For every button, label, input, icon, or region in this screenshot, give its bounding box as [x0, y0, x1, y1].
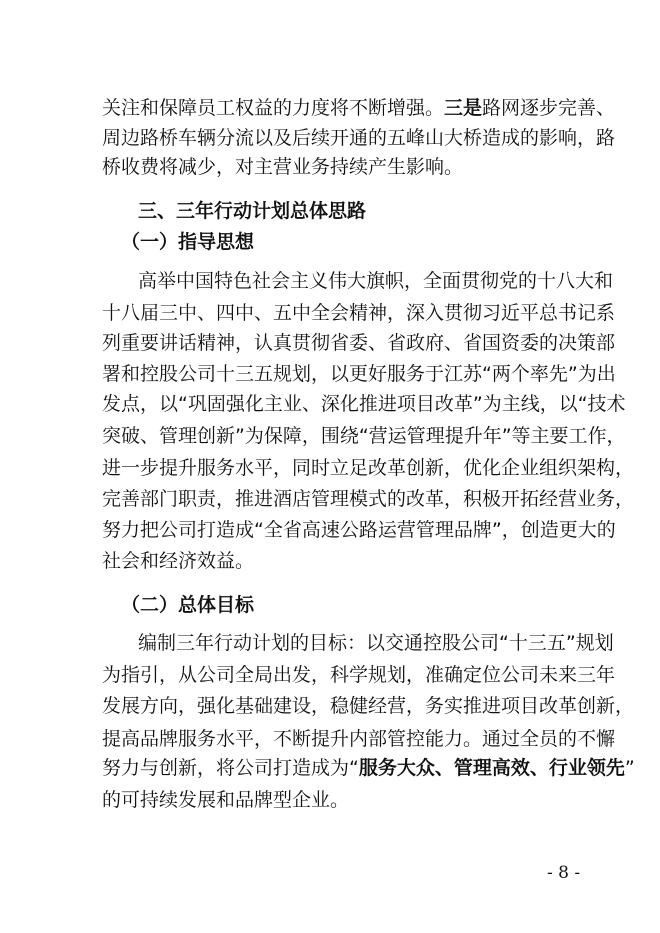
- text-line: [102, 693, 634, 719]
- bold-text-run: 服务大众、管理高效、行业领先: [358, 757, 625, 779]
- text-run: 路网逐步完善、: [482, 97, 616, 119]
- text-line: [138, 198, 366, 224]
- text-line: [102, 486, 634, 512]
- text-line: [121, 229, 254, 255]
- text-line: [138, 268, 613, 294]
- text-run: 为指引，从公司全局出发，科学规划，准确定位公司未来三年: [102, 664, 616, 686]
- text-run: 关注和保障员工权益的力度将不断增强。: [102, 97, 445, 119]
- text-run: 发展方向，强化基础建设，稳健经营，务实推进项目改革创新，: [102, 695, 635, 717]
- text-run: 桥收费将减少，对主营业务持续产生影响。: [102, 156, 464, 178]
- text-run: 十八届三中、四中、五中全会精神，深入贯彻习近平总书记系: [102, 302, 616, 324]
- text-line: [138, 630, 614, 656]
- text-line: [102, 755, 635, 781]
- text-line: [102, 455, 634, 481]
- text-run: 提高品牌服务水平，不断提升内部管控能力。通过全员的不懈: [102, 728, 616, 750]
- bold-text-run: （一）指导思想: [121, 231, 255, 253]
- text-line: [102, 726, 615, 752]
- text-line: [121, 592, 254, 618]
- bold-text-run: （二）总体目标: [121, 594, 255, 616]
- text-line: [102, 95, 615, 121]
- text-run: 署和控股公司十三五规划，以更好服务于江苏“两个率先”为出: [102, 363, 616, 385]
- page-number: - 8 -: [547, 863, 581, 883]
- text-line: [102, 517, 616, 543]
- text-line: [102, 548, 254, 574]
- bold-text-run: 三、三年行动计划总体思路: [138, 200, 367, 222]
- text-run: 突破、管理创新”为保障，围绕“营运管理提升年”等主要工作，: [102, 425, 626, 447]
- text-line: [102, 125, 615, 151]
- text-run: 列重要讲话精神，认真贯彻省委、省政府、省国资委的决策部: [102, 332, 616, 354]
- text-line: [102, 330, 615, 356]
- text-line: [102, 391, 626, 417]
- text-run: ”: [624, 757, 635, 779]
- text-line: [102, 300, 615, 326]
- text-run: 完善部门职责，推进酒店管理模式的改革，积极开拓经营业务，: [102, 488, 635, 510]
- text-line: [102, 361, 616, 387]
- text-line: [102, 154, 463, 180]
- bold-text-run: 三是: [444, 97, 483, 119]
- text-run: 努力与创新，将公司打造成为“: [102, 757, 359, 779]
- text-run: 编制三年行动计划的目标：以交通控股公司“十三五”规划: [138, 632, 614, 654]
- text-run: 高举中国特色社会主义伟大旗帜，全面贯彻党的十八大和: [138, 270, 614, 292]
- text-run: 努力把公司打造成“全省高速公路运营管理品牌”，创造更大的: [102, 519, 616, 541]
- text-run: 周边路桥车辆分流以及后续开通的五峰山大桥造成的影响，路: [102, 127, 616, 149]
- text-run: 进一步提升服务水平，同时立足改革创新，优化企业组织架构，: [102, 457, 635, 479]
- text-line: [102, 787, 349, 813]
- text-run: 的可持续发展和品牌型企业。: [102, 789, 350, 811]
- text-line: [102, 662, 615, 688]
- text-line: [102, 423, 626, 449]
- text-run: 发点，以“巩固强化主业、深化推进项目改革”为主线，以“技术: [102, 393, 626, 415]
- text-run: 社会和经济效益。: [102, 550, 255, 572]
